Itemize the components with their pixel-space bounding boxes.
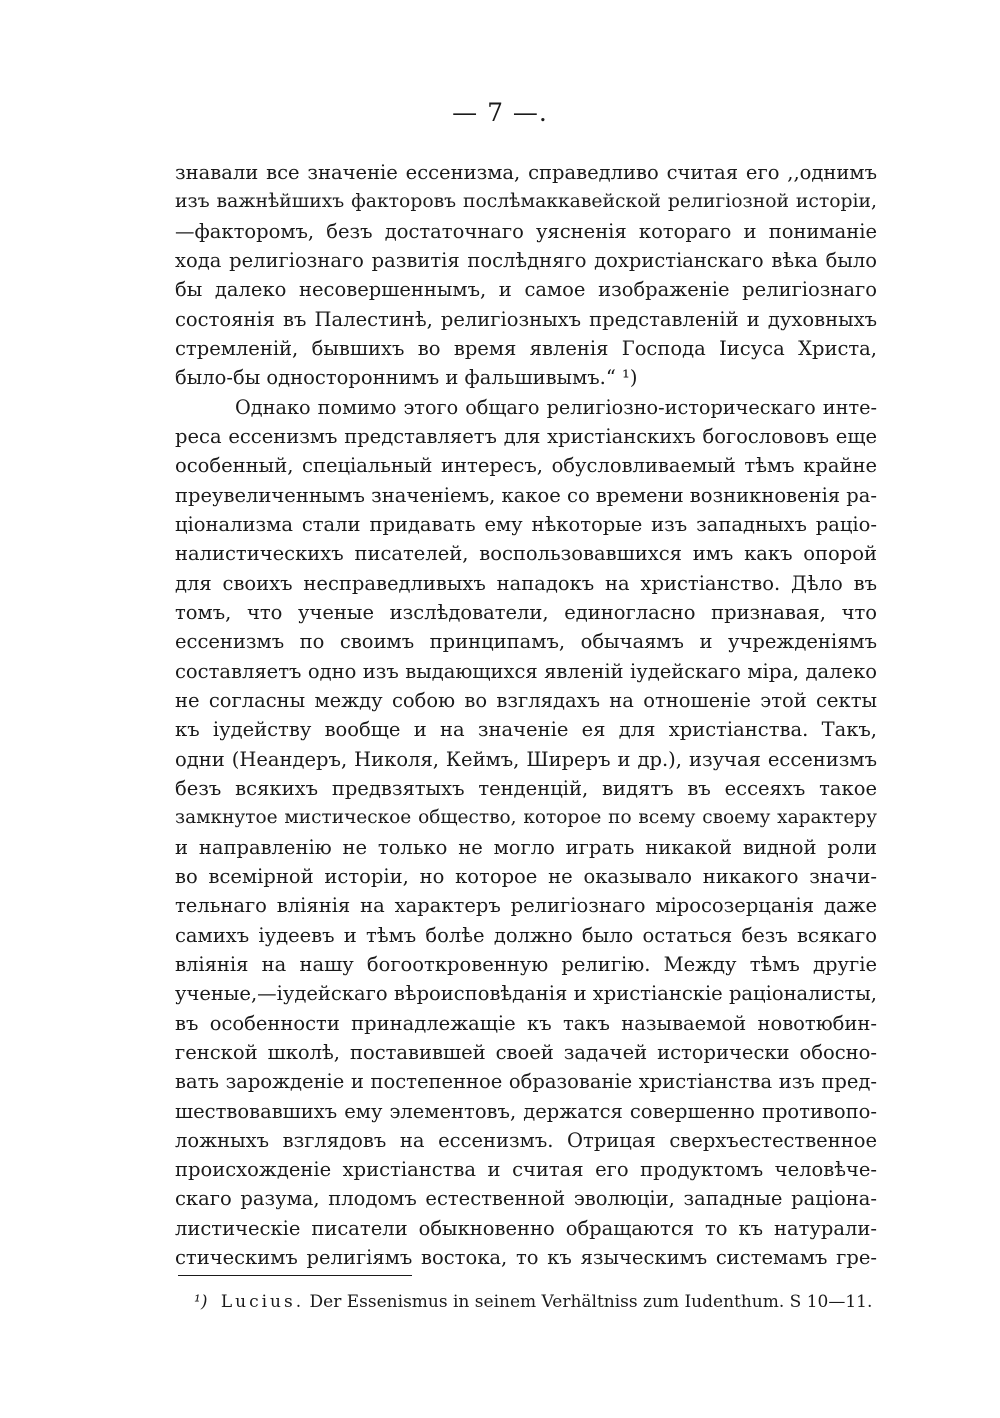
text-line: было-бы одностороннимъ и фальшивымъ.“ ¹) bbox=[175, 366, 638, 390]
page-number: — 7 —. bbox=[452, 98, 548, 127]
text-line: бы далеко несовершеннымъ, и самое изображенiе религiознаго bbox=[175, 278, 877, 302]
paragraph-start-line: Однако помимо этого общаго религiозно-историческаго инте- bbox=[235, 395, 877, 419]
text-line: для своихъ несправедливыхъ нападокъ на христiанство. Дѣло въ bbox=[175, 571, 877, 595]
text-line: ученые,—iудейскаго вѣроисповѣданiя и христiанскiе рацiоналисты, bbox=[175, 982, 877, 1006]
footnote-author: Lucius. bbox=[220, 1292, 305, 1312]
text-line: особенный, спецiальный интересъ, обусловливаемый тѣмъ крайне bbox=[175, 454, 877, 478]
text-line: въ особенности принадлежащiе къ такъ называемой новотюбин- bbox=[175, 1011, 877, 1035]
text-line: скаго разума, плодомъ естественной эволюцiи, западные рацiона- bbox=[175, 1187, 877, 1211]
text-line: къ iудейству вообще и на значенiе ея для христiанства. Такъ, bbox=[175, 718, 877, 742]
text-line: и направленiю не только не могло играть никакой видной роли bbox=[175, 835, 877, 859]
text-line: —факторомъ, безъ достаточнаго уясненiя котораго и пониманiе bbox=[175, 219, 877, 243]
text-line: самихъ iудеевъ и тѣмъ болѣе должно было остаться безъ всякаго bbox=[175, 923, 877, 947]
text-line: вать зарожденiе и постепенное образованiе христiанства изъ пред- bbox=[175, 1070, 877, 1094]
footnote-divider bbox=[178, 1275, 412, 1276]
text-line: стическимъ религiямъ востока, то къ языческимъ системамъ гре- bbox=[175, 1246, 877, 1270]
text-line: генской школѣ, поставившей своей задачей исторически обосно- bbox=[175, 1040, 877, 1064]
text-line: цiонализма стали придавать ему нѣкоторые изъ западныхъ рацiо- bbox=[175, 512, 877, 536]
text-line: шествовавшихъ ему элементовъ, держатся совершенно противопо- bbox=[175, 1099, 877, 1123]
text-line: безъ всякихъ предвзятыхъ тенденцiй, видятъ въ ессеяхъ такое bbox=[175, 776, 877, 800]
text-line: не согласны между собою во взглядахъ на отношенiе этой секты bbox=[175, 688, 877, 712]
footnote-marker: ¹) bbox=[194, 1292, 208, 1312]
text-line: листическiе писатели обыкновенно обращаются то къ натурали- bbox=[175, 1216, 877, 1240]
text-line: налистическихъ писателей, воспользовавшихся имъ какъ опорой bbox=[175, 542, 877, 566]
text-line: одни (Неандеръ, Николя, Кеймъ, Ширеръ и др.), изучая ессенизмъ bbox=[175, 747, 877, 771]
body-text bbox=[175, 158, 877, 1272]
text-line: влiянiя на нашу богооткровенную религiю. Между тѣмъ другiе bbox=[175, 952, 877, 976]
text-line: замкнутое мистическое общество, которое по всему своему характеру bbox=[175, 807, 877, 829]
text-line: стремленiй, бывшихъ во время явленiя Господа Iисуса Христа, bbox=[175, 336, 877, 360]
text-line: преувеличеннымъ значенiемъ, какое со времени возникновенiя ра- bbox=[175, 483, 877, 507]
text-line: знавали все значенiе ессенизма, справедливо считая его ,,однимъ bbox=[175, 161, 877, 184]
text-line: во всемiрной исторiи, но которое не оказывало никакого значи- bbox=[175, 864, 877, 888]
text-line: хода религiознаго развитiя послѣдняго дохристiанскаго вѣка было bbox=[175, 248, 877, 272]
footnote bbox=[194, 1290, 876, 1314]
text-line: изъ важнѣйшихъ факторовъ послѣмаккавейской религiозной исторiи, bbox=[175, 191, 877, 213]
footnote-text: Der Essenismus in seinem Verhältniss zum Iudenthum. S 10—11. bbox=[309, 1292, 873, 1312]
text-line: составляетъ одно изъ выдающихся явленiй iудейскаго мiра, далеко bbox=[175, 659, 877, 683]
text-line: состоянiя въ Палестинѣ, религiозныхъ представленiй и духовныхъ bbox=[175, 307, 877, 331]
text-line: ессенизмъ по своимъ принципамъ, обычаямъ и учрежденiямъ bbox=[175, 630, 877, 654]
text-line: ложныхъ взглядовъ на ессенизмъ. Отрицая сверхъестественное bbox=[175, 1128, 877, 1152]
text-line: происхожденiе христiанства и считая его продуктомъ человѣче- bbox=[175, 1158, 877, 1182]
text-line: тельнаго влiянiя на характеръ религiознаго мiросозерцанiя даже bbox=[175, 894, 877, 918]
text-line: реса ессенизмъ представляетъ для христiанскихъ богослововъ еще bbox=[175, 424, 877, 448]
text-line: томъ, что ученые изслѣдователи, единогласно признавая, что bbox=[175, 600, 877, 624]
